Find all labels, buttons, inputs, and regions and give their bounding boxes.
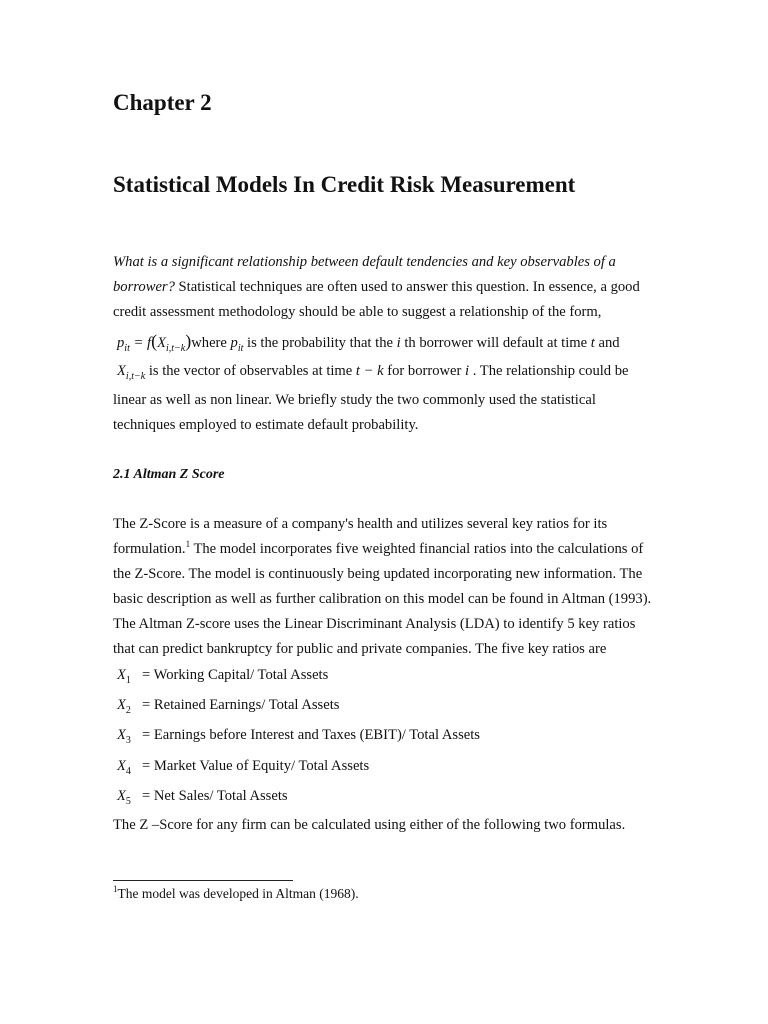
- line5-x: X: [117, 363, 126, 379]
- chapter-heading: Chapter 2: [113, 90, 212, 115]
- ratio-def: = Net Sales/ Total Assets: [142, 788, 288, 804]
- body-line-3: the Z-Score. The model is continuously being updated incorporating new information. The: [113, 566, 643, 582]
- line5-x-sub: i,t−k: [125, 371, 146, 382]
- footnote-mark: 1: [113, 884, 118, 894]
- eq-where: where: [191, 335, 231, 351]
- intro-line-3: credit assessment methodology should be able to suggest a relationship of the form,: [113, 304, 602, 320]
- body-line-2b: The model incorporates five weighted financial ratios into the calculations of: [190, 541, 644, 557]
- footnote: [113, 886, 359, 902]
- intro-question-line-2: borrower?: [113, 279, 175, 295]
- closing-line: The Z –Score for any firm can be calculated using either of the following two formulas.: [113, 817, 626, 833]
- eq-text-2: th borrower will default at time: [400, 335, 591, 351]
- line5-text-1: is the vector of observables at time: [145, 363, 356, 379]
- ratio-sub: 1: [125, 675, 131, 686]
- footnote-text: The model was developed in Altman (1968).: [117, 886, 359, 901]
- eq-t: t: [590, 335, 599, 351]
- ratio-row: [117, 758, 369, 775]
- eq-i: i: [396, 335, 401, 351]
- footnote-ref[interactable]: 1: [185, 539, 191, 549]
- ratio-row: [117, 788, 288, 805]
- ratio-sub: 3: [125, 735, 131, 746]
- intro-line-2: [113, 279, 640, 296]
- ratio-def: = Market Value of Equity/ Total Assets: [142, 758, 370, 774]
- eq-text-1: is the probability that the: [243, 335, 397, 351]
- ratio-def: = Earnings before Interest and Taxes (EBIT)/ Total Assets: [142, 727, 480, 743]
- ratio-sub: 4: [125, 766, 131, 777]
- eq-x: X: [157, 335, 166, 351]
- ratio-var: X: [117, 727, 126, 743]
- ratio-row: [117, 697, 339, 714]
- eq-p2-sub: it: [237, 343, 244, 354]
- body-line-2a: formulation.: [113, 541, 186, 557]
- eq-paren-close: ): [185, 331, 192, 351]
- ratio-sub: 2: [125, 705, 131, 716]
- body-line-6: that can predict bankruptcy for public and private companies. The five key ratios are: [113, 641, 607, 657]
- ratio-row: [117, 667, 328, 684]
- ratio-var: X: [117, 697, 126, 713]
- intro-line-7: techniques employed to estimate default probability.: [113, 417, 419, 433]
- eq-p-sub: it: [124, 343, 130, 354]
- body-line-1: The Z-Score is a measure of a company's health and utilizes several key ratios for its: [113, 516, 608, 532]
- intro-line-2-text: Statistical techniques are often used to answer this question. In essence, a good: [174, 279, 640, 295]
- eq-x-sub: i,t−k: [165, 343, 186, 354]
- eq-paren-open: (: [151, 331, 158, 351]
- line5-i: i: [465, 363, 473, 379]
- eq-equals-f: = f: [129, 335, 152, 351]
- ratio-sub: 5: [125, 796, 131, 807]
- line5-tk: t − k: [355, 363, 388, 379]
- body-line-5: The Altman Z-score uses the Linear Discriminant Analysis (LDA) to identify 5 key ratios: [113, 616, 636, 632]
- body-line-2: [113, 541, 643, 558]
- ratio-var: X: [117, 788, 126, 804]
- intro-line-6: linear as well as non linear. We briefly study the two commonly used the statistical: [113, 392, 596, 408]
- body-line-4: basic description as well as further calibration on this model can be found in Altman (1993).: [113, 591, 652, 607]
- line5-text-2: for borrower: [387, 363, 466, 379]
- ratio-def: = Retained Earnings/ Total Assets: [142, 697, 340, 713]
- ratio-def: = Working Capital/ Total Assets: [142, 667, 329, 683]
- eq-p: p: [117, 335, 125, 351]
- line5-text-3: . The relationship could be: [472, 363, 629, 379]
- ratio-var: X: [117, 758, 126, 774]
- equation-line: [117, 331, 620, 352]
- ratio-var: X: [117, 667, 126, 683]
- section-heading: 2.1 Altman Z Score: [113, 467, 225, 482]
- intro-question-line-1: What is a significant relationship between default tendencies and key observables of a: [113, 254, 616, 270]
- eq-p2: p: [230, 335, 238, 351]
- page-title: Statistical Models In Credit Risk Measurement: [113, 172, 576, 197]
- ratio-row: [117, 727, 480, 744]
- eq-text-3: and: [598, 335, 620, 351]
- footnote-divider: [113, 880, 293, 881]
- intro-line-5: [117, 363, 629, 380]
